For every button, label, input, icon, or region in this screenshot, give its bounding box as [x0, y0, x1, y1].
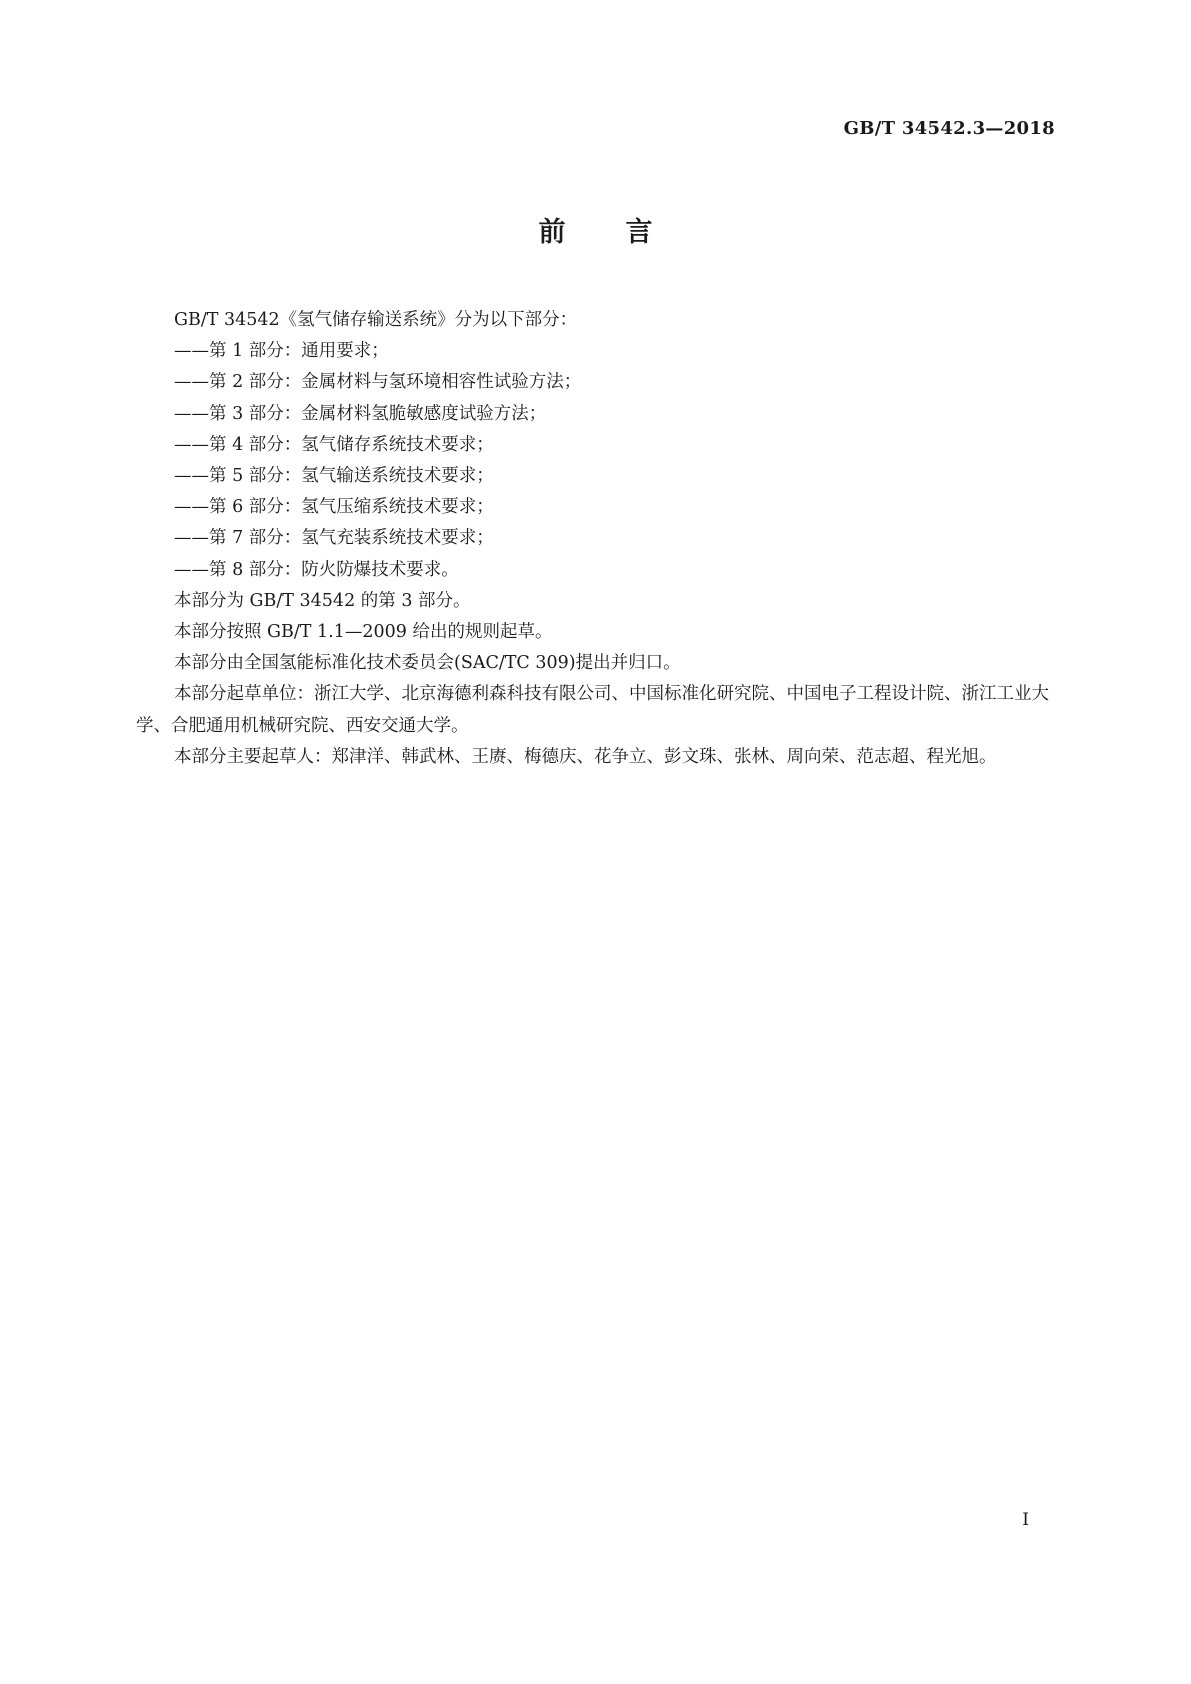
paragraph-committee: 本部分由全国氢能标准化技术委员会(SAC/TC 309)提出并归口。 [174, 653, 681, 674]
part-item-7: ——第 7 部分：氢气充装系统技术要求； [174, 528, 494, 549]
part-item-5: ——第 5 部分：氢气输送系统技术要求； [174, 466, 494, 487]
page-title: 前言 [538, 217, 713, 248]
page-number: I [1022, 1510, 1029, 1530]
paragraph-drafters: 本部分主要起草人：郑津洋、韩武林、王赓、梅德庆、花争立、彭文珠、张林、周向荣、范志超、程光旭。 [174, 746, 997, 767]
part-item-8: ——第 8 部分：防火防爆技术要求。 [174, 559, 459, 580]
part-item-6: ——第 6 部分：氢气压缩系统技术要求； [174, 497, 494, 518]
part-item-3: ——第 3 部分：金属材料氢脆敏感度试验方法； [174, 403, 547, 424]
paragraph-part-statement: 本部分为 GB/T 34542 的第 3 部分。 [174, 590, 471, 611]
foreword-body [136, 305, 1056, 773]
part-item-1: ——第 1 部分：通用要求； [174, 341, 389, 362]
part-item-2: ——第 2 部分：金属材料与氢环境相容性试验方法； [174, 372, 582, 393]
paragraph-drafting-rules: 本部分按照 GB/T 1.1—2009 给出的规则起草。 [174, 622, 553, 643]
document-code: GB/T 34542.3—2018 [843, 118, 1055, 139]
intro-paragraph: GB/T 34542《氢气储存输送系统》分为以下部分： [174, 310, 578, 330]
paragraph-drafting-units: 本部分起草单位：浙江大学、北京海德利森科技有限公司、中国标准化研究院、中国电子工程设计院、浙江工业大学、合肥通用机械研究院、西安交通大学。 [136, 684, 1049, 736]
part-item-4: ——第 4 部分：氢气储存系统技术要求； [174, 434, 494, 455]
